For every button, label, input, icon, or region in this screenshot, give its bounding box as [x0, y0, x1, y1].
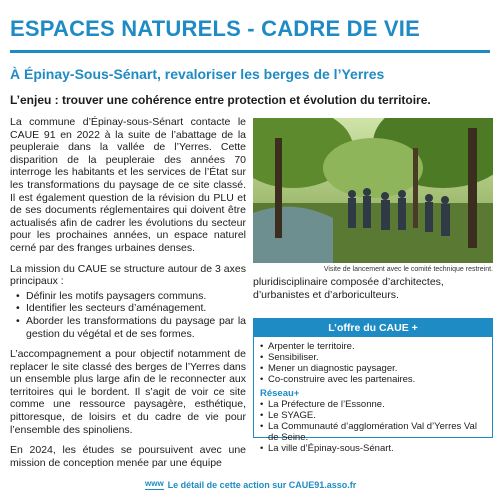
header-rule: [10, 50, 490, 53]
list-item: • Le SYAGE.: [260, 410, 486, 421]
list-item: • La Préfecture de l’Essonne.: [260, 399, 486, 410]
list-item: • La Communauté d’agglomération Val d’Yerres Val de Seine.: [260, 421, 486, 443]
list-item: • Co-construire avec les partenaires.: [260, 374, 486, 385]
paragraph-intro: La commune d’Épinay-sous-Sénart contacte le CAUE 91 en 2022 à la suite de l’abattage de la peupleraie dans la vallée de l’Yerres. Cette disparition de la peupleraie des années 70 interroge les habitants et les services de l’État sur les transformations du paysage de ce site classé. Il est également question de la révision du PLU et de ses documents réglementaires qui doivent être actualisés afin de cadrer les évolutions du secteur pour les prochaines années, un espace naturel cerné par des franges urbaines denses.: [10, 116, 246, 254]
list-item: • Identifier les secteurs d’aménagement.: [20, 302, 246, 315]
footer-link[interactable]: Le détail de cette action sur CAUE91.asso.fr: [167, 480, 357, 490]
paragraph-mission: La mission du CAUE se structure autour de 3 axes principaux :: [10, 262, 246, 288]
list-item: • Mener un diagnostic paysager.: [260, 363, 486, 374]
footer: [145, 480, 356, 490]
list-item: • La ville d’Épinay-sous-Sénart.: [260, 443, 486, 454]
offer-list: [260, 341, 486, 385]
reseau-list: [260, 399, 486, 454]
photo-illustration: [253, 118, 493, 263]
offer-box: [253, 318, 493, 454]
offer-body: [254, 337, 492, 454]
forest-visit-photo: [253, 118, 493, 263]
section-title: ESPACES NATURELS - CADRE DE VIE: [10, 16, 420, 41]
article-subhead: L’enjeu : trouver une cohérence entre protection et évolution du territoire.: [10, 93, 431, 107]
list-item: • Aborder les transformations du paysage par la gestion du végétal et de ses formes.: [20, 315, 246, 340]
photo-caption: Visite de lancement avec le comité technique restreint.: [323, 266, 493, 273]
paragraph-2024-continued: pluridisciplinaire composée d’architectes, d’urbanistes et d’arboriculteurs.: [253, 276, 444, 301]
offer-title: L’offre du CAUE +: [254, 319, 492, 337]
www-icon: www: [145, 479, 164, 488]
paragraph-objective: L’accompagnement a pour objectif notamment de replacer le site classé des berges de l’Yerres dans un ensemble plus large afin de le reconnecter aux territoires qui le bordent. Il s’agit de voir ce site comme une ressource paysagère, esthétique, pittoresque, de loisirs et du cadre de vie pour l’ensemble des spinoliens.: [10, 348, 246, 436]
article-headline: À Épinay-Sous-Sénart, revaloriser les berges de l’Yerres: [10, 66, 385, 82]
list-item: • Définir les motifs paysagers communs.: [20, 290, 246, 303]
list-item: • Sensibiliser.: [260, 352, 486, 363]
paragraph-2024: En 2024, les études se poursuivent avec une mission de conception menée par une équipe: [10, 444, 246, 469]
page-header: [0, 0, 500, 60]
left-column: [10, 116, 246, 477]
reseau-title: Réseau+: [260, 388, 300, 399]
axes-list: [10, 290, 246, 340]
list-item: • Arpenter le territoire.: [260, 341, 486, 352]
